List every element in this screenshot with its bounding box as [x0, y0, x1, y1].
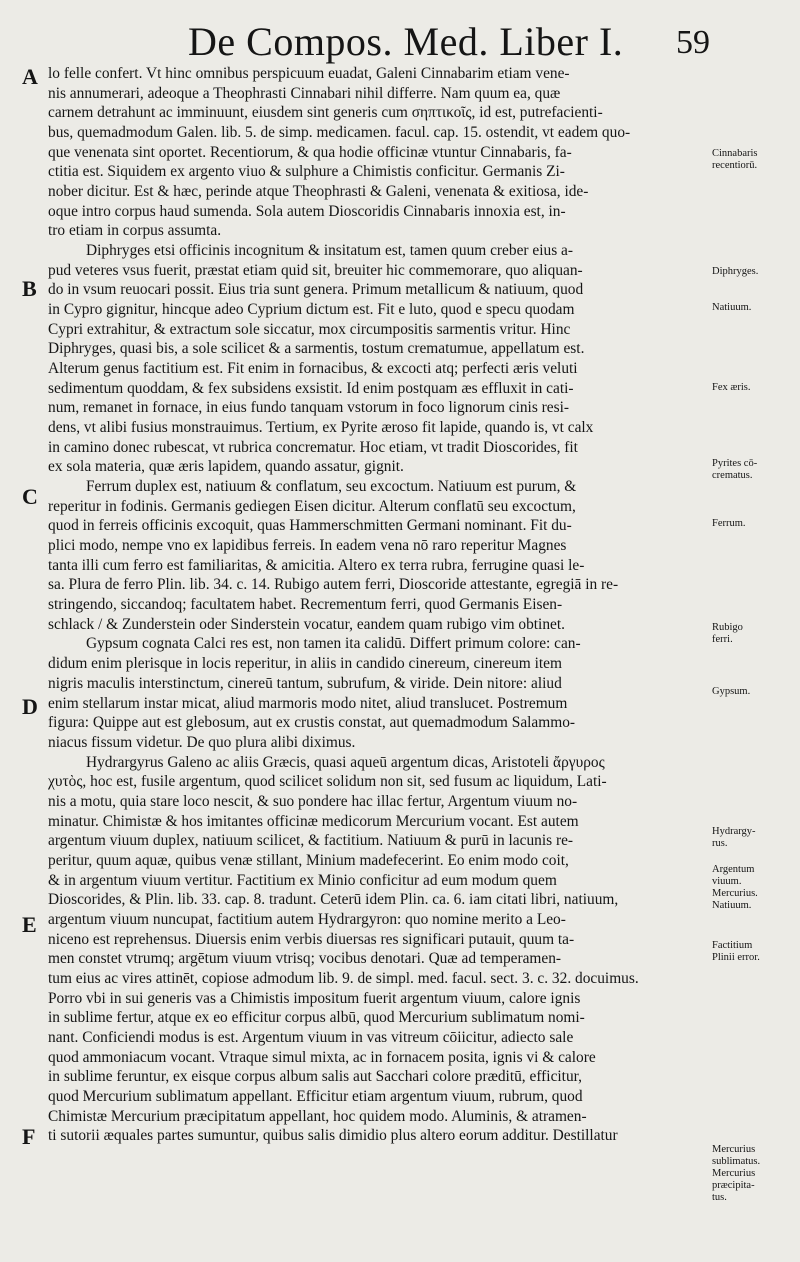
text-line: Chimistæ Mercurium præcipitatum appellant, hoc quidem modo. Aluminis, & atramen-	[48, 1107, 587, 1125]
text-line: men constet vtrumq; argētum viuum vtrisq; vocibus denotari. Quæ ad temperamen-	[48, 950, 562, 968]
text-line: & in argentum viuum vertitur. Factitium ex Minio conficitur ad eum modum quem	[48, 871, 557, 889]
margin-note: Ferrum.	[712, 518, 746, 529]
text-line: sedimentum quoddam, & fex subsidens exsistit. Id enim postquam æs effluxit in cati-	[48, 379, 574, 397]
section-letter-b: B	[22, 276, 37, 301]
margin-note: Cinnabaris recentiorū.	[712, 148, 758, 171]
margin-note: Pyrites cō- crematus.	[712, 458, 758, 481]
text-line: in sublime fertur, atque ex eo efficitur corpus albū, quod Mercurium sublimatum nomi-	[48, 1009, 585, 1027]
section-letter-c: C	[22, 484, 38, 509]
text-line: tro etiam in corpus assumta.	[48, 222, 222, 240]
margin-note: Natiuum.	[712, 302, 752, 313]
section-letter-a: A	[22, 64, 38, 89]
text-line: minatur. Chimistæ & hos imitantes officinæ medicorum Mercurium vocant. Est autem	[48, 812, 579, 830]
text-line: nober dicitur. Est & hæc, perinde atque Theophrasti & Galeni, venenata & exitiosa, ide-	[48, 183, 589, 201]
running-header	[150, 10, 710, 70]
text-line: schlack / & Zunderstein oder Sinderstein vocatur, eandem quam rubigo vim obtinet.	[48, 615, 565, 633]
text-line: tanta illi cum ferro est familiaritas, & amicitia. Altero ex terra rubra, ferrugine quasi le-	[48, 556, 585, 574]
margin-note: Hydrargy- rus.	[712, 826, 756, 849]
margin-note: Diphryges.	[712, 266, 759, 277]
text-line: Diphryges, quasi bis, a sole scilicet & a sarmentis, tostum crematumue, appellatum est.	[48, 340, 585, 358]
text-line: sa. Plura de ferro Plin. lib. 34. c. 14. Rubigo autem ferri, Dioscoride attestante, egregiā in re-	[48, 576, 619, 594]
text-line: Hydrargyrus Galeno ac aliis Græcis, quasi aqueū argentum dicas, Aristoteli ἄργυρος	[86, 753, 605, 771]
text-line: ti sutorii æquales partes sumuntur, quibus salis dimidio plus altero eorum additur. Destillatur	[48, 1127, 618, 1145]
text-line: quod ammoniacum vocant. Vtraque simul mixta, ac in fornacem posita, ignis vi & calore	[48, 1048, 596, 1066]
text-line: in camino donec rubescat, vt rubrica concrematur. Hoc etiam, vt tradit Dioscorides, fit	[48, 438, 578, 456]
page-number: 59	[676, 24, 710, 61]
body-text	[48, 64, 708, 1166]
text-line: stringendo, siccandoq; facultatem habet. Recrementum ferri, quod Germanis Eisen-	[48, 596, 563, 614]
text-line: peritur, quum aquæ, quibus venæ stillant, Minium madefecerint. Eo enim modo coit,	[48, 851, 569, 869]
section-letter-e: E	[22, 912, 37, 937]
text-line: reperitur in fodinis. Germanis gediegen Eisen dicitur. Alterum conflatū seu excoctum,	[48, 497, 576, 515]
margin-note: Factitium Plinii error.	[712, 940, 760, 963]
text-line: que venenata sint oportet. Recentiorum, & qua hodie officinæ vtuntur Cinnabaris, fa-	[48, 143, 572, 161]
text-line: carnem detrahunt ac imminuunt, eiusdem sint generis cum σηπτικοῖς, id est, putrefacienti-	[48, 104, 603, 122]
text-line: enim stellarum instar micat, aliud marmoris modo nitet, aliud translucet. Postremum	[48, 694, 568, 712]
text-line: num, remanet in fornace, in eius fundo tanquam vstorum in foco lignorum cinis resi-	[48, 399, 570, 417]
text-line: argentum viuum nuncupat, factitium autem Hydrargyron: quo nomine merito a Leo-	[48, 910, 566, 928]
margin-note: Mercurius sublimatus. Mercurius præcipita- tus.	[712, 1144, 761, 1203]
text-line: Ferrum duplex est, natiuum & conflatum, seu excoctum. Natiuum est purum, &	[86, 478, 577, 496]
text-line: Gypsum cognata Calci res est, non tamen ita calidū. Differt primum colore: can-	[86, 635, 581, 653]
text-line: quod Mercurium sublimatum appellant. Efficitur etiam argentum viuum, rubrum, quod	[48, 1087, 583, 1105]
margin-note: Fex æris.	[712, 382, 751, 393]
text-line: pud veteres vsus fuerit, præstat etiam quid sit, breuiter hic commemorare, quo aliquan-	[48, 261, 583, 279]
margin-note: Argentum viuum. Mercurius. Natiuum.	[712, 864, 758, 911]
text-line: argentum viuum duplex, natiuum scilicet, & factitium. Natiuum & purū in lacunis re-	[48, 832, 574, 850]
text-line: ctitia est. Siquidem ex argento viuo & sulphure a Chimistis conficitur. Germanis Zi-	[48, 163, 565, 181]
text-line: didum enim plerisque in locis reperitur, in aliis in candido cinereum, cinereum item	[48, 655, 562, 673]
text-line: Alterum genus factitium est. Fit enim in fornacibus, & excocti atq; perfecti æris veluti	[48, 360, 578, 378]
text-line	[48, 1146, 708, 1166]
margin-note: Gypsum.	[712, 686, 751, 697]
text-line: niceno est reprehensus. Diuersis enim verbis diuersas res significari putauit, quum ta-	[48, 930, 575, 948]
text-line: ex sola materia, quæ æris lapidem, quando assatur, gignit.	[48, 458, 404, 476]
text-line: bus, quemadmodum Galen. lib. 5. de simp. medicamen. facul. cap. 15. ostendit, vt eadem quo-	[48, 124, 631, 142]
text-line: χυτὸς, hoc est, fusile argentum, quod scilicet solidum non sit, sed fusum ac liquidum, Lati-	[48, 773, 607, 791]
text-line: dens, vt alibi fusius monstrauimus. Tertium, ex Pyrite æroso fit lapide, quando is, vt calx	[48, 419, 594, 437]
text-line: in sublime feruntur, ex eisque corpus album salis aut Sacchari colore præditū, efficitur,	[48, 1068, 583, 1086]
page-title: De Compos. Med. Liber I.	[188, 19, 624, 64]
text-line: do in vsum reuocari possit. Eius tria sunt genera. Primum metallicum & natiuum, quod	[48, 281, 584, 299]
text-line: lo felle confert. Vt hinc omnibus perspicuum euadat, Galeni Cinnabarim etiam vene-	[48, 65, 570, 82]
section-letter-d: D	[22, 694, 38, 719]
text-line: plici modo, nempe vno ex lapidibus ferreis. In eadem vena nō raro reperitur Magnes	[48, 537, 567, 555]
text-line: Porro vbi in sui generis vas a Chimistis impositum fuerit argentum viuum, calore ignis	[48, 989, 581, 1007]
text-line: nis a motu, quia stare loco nescit, & suo pondere hac illac fertur, Argentum viuum no-	[48, 792, 578, 810]
section-letter-f: F	[22, 1124, 36, 1149]
text-line: in Cypro gignitur, hincque adeo Cyprium dictum est. Fit e luto, quod e specu quodam	[48, 301, 575, 319]
text-line: figura: Quippe aut est glebosum, aut ex crustis constat, aut quemadmodum Salammo-	[48, 714, 576, 732]
text-line: nigris maculis interstinctum, cinereū tantum, subrufum, & viride. Dein nitore: aliud	[48, 674, 562, 692]
text-line: Cypri extrahitur, & extractum sole siccatur, mox circumpositis sarmentis vritur. Hinc	[48, 320, 571, 338]
text-line: nis annumerari, adeoque a Theophrasti Cinnabari nihil differre. Nam quum ea, quæ	[48, 84, 561, 102]
margin-note: Rubigo ferri.	[712, 622, 743, 645]
text-line: Diphryges etsi officinis incognitum & insitatum est, tamen quum creber eius a-	[86, 242, 573, 260]
text-line: tum eius ac vires attinēt, copiose admodum lib. 9. de simpl. med. facul. sect. 3. c. 32. docuimus.	[48, 969, 639, 987]
text-line: Dioscorides, & Plin. lib. 33. cap. 8. tradunt. Ceterū idem Plin. ca. 6. iam citati libri, natiuum,	[48, 891, 619, 909]
text-line: niacus fissum videtur. De quo plura alibi diximus.	[48, 733, 356, 751]
text-line: oque intro corpus haud sumenda. Sola autem Dioscoridis Cinnabaris innoxia est, in-	[48, 202, 566, 220]
text-line: nant. Conficiendi modus is est. Argentum viuum in vas vitreum cōiicitur, adiecto sale	[48, 1028, 574, 1046]
text-line: quod in ferreis officinis excoquit, quas Hammerschmitten Germani nominant. Fit du-	[48, 517, 572, 535]
